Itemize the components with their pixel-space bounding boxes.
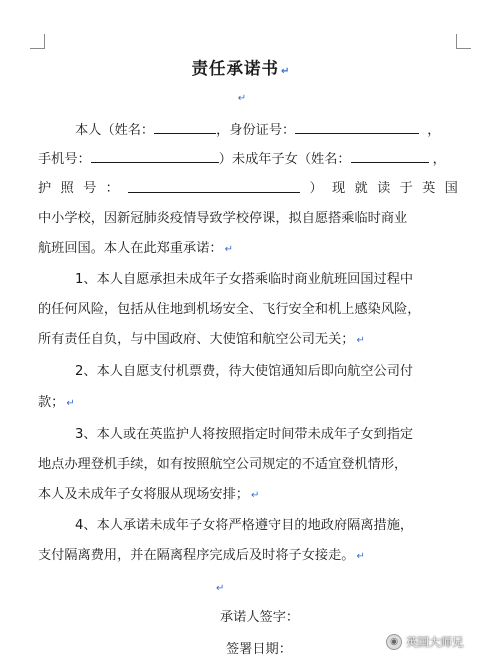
passport-number-blank[interactable] (128, 179, 300, 193)
clause-2-line-1: 2、本人自愿支付机票费，待大使馆通知后即向航空公司付 (75, 364, 414, 379)
signature-label: 承诺人签字： (220, 610, 300, 625)
document-title: 责任承诺书 ↵ (191, 59, 291, 78)
paragraph-mark-icon: ↵ (356, 335, 365, 346)
clause-1-line-2: 的任何风险，包括从住地到机场安全、飞行安全和机上感染风险， (38, 302, 421, 317)
blank-paragraph (0, 88, 482, 109)
clause-1-line-1: 1、本人自愿承担未成年子女搭乘临时商业航班回国过程中 (75, 272, 414, 287)
wechat-official-account-icon: ◉ (386, 634, 402, 650)
clause-3-line-2: 地点办理登机手续，如有按照航空公司规定的不适宜登机情形， (38, 457, 408, 472)
id-number-blank[interactable] (295, 120, 419, 134)
blank-paragraph (214, 578, 224, 599)
page-corner-mark-top-right (456, 34, 471, 49)
clause-3-line-3: 本人及未成年子女将服从现场安排； ↵ (38, 487, 260, 502)
watermark-text: 英国大师兄 (406, 635, 464, 649)
paragraph-mark-icon: ↵ (216, 583, 225, 594)
watermark (386, 634, 464, 650)
paragraph-mark-icon: ↵ (66, 398, 75, 409)
intro-line-5: 航班回国。本人在此郑重承诺： ↵ (38, 241, 234, 256)
name-blank[interactable] (154, 120, 216, 134)
intro-line-2: 手机号： ）未成年子女（姓名： ， (38, 149, 458, 170)
clause-3-line-1: 3、本人或在英监护人将按照指定时间带未成年子女到指定 (75, 427, 414, 442)
intro-line-3: 护 照 号 ： ） 现 就 读 于 英 国 (38, 181, 458, 196)
clause-1-line-3: 所有责任自负，与中国政府、大使馆和航空公司无关； ↵ (38, 332, 365, 347)
minor-name-blank[interactable] (351, 149, 429, 163)
clause-4-line-1: 4、本人承诺未成年子女将严格遵守目的地政府隔离措施， (75, 518, 414, 533)
clause-4-line-2: 支付隔离费用，并在隔离程序完成后及时将子女接走。 ↵ (38, 548, 365, 563)
phone-blank[interactable] (91, 149, 219, 163)
paragraph-mark-icon: ↵ (237, 93, 247, 104)
page-corner-mark-top-left (30, 34, 45, 49)
paragraph-mark-icon: ↵ (251, 490, 260, 501)
paragraph-mark-icon: ↵ (356, 551, 365, 562)
paragraph-mark-icon: ↵ (281, 66, 291, 77)
signing-date-label: 签署日期： (226, 642, 292, 657)
intro-line-4: 中小学校，因新冠肺炎疫情导致学校停课，拟自愿搭乘临时商业 (38, 211, 408, 226)
intro-line-1: 本人（姓名： ，身份证号： ， (38, 120, 458, 141)
paragraph-mark-icon: ↵ (224, 244, 234, 255)
clause-2-line-2: 款； ↵ (38, 395, 75, 410)
